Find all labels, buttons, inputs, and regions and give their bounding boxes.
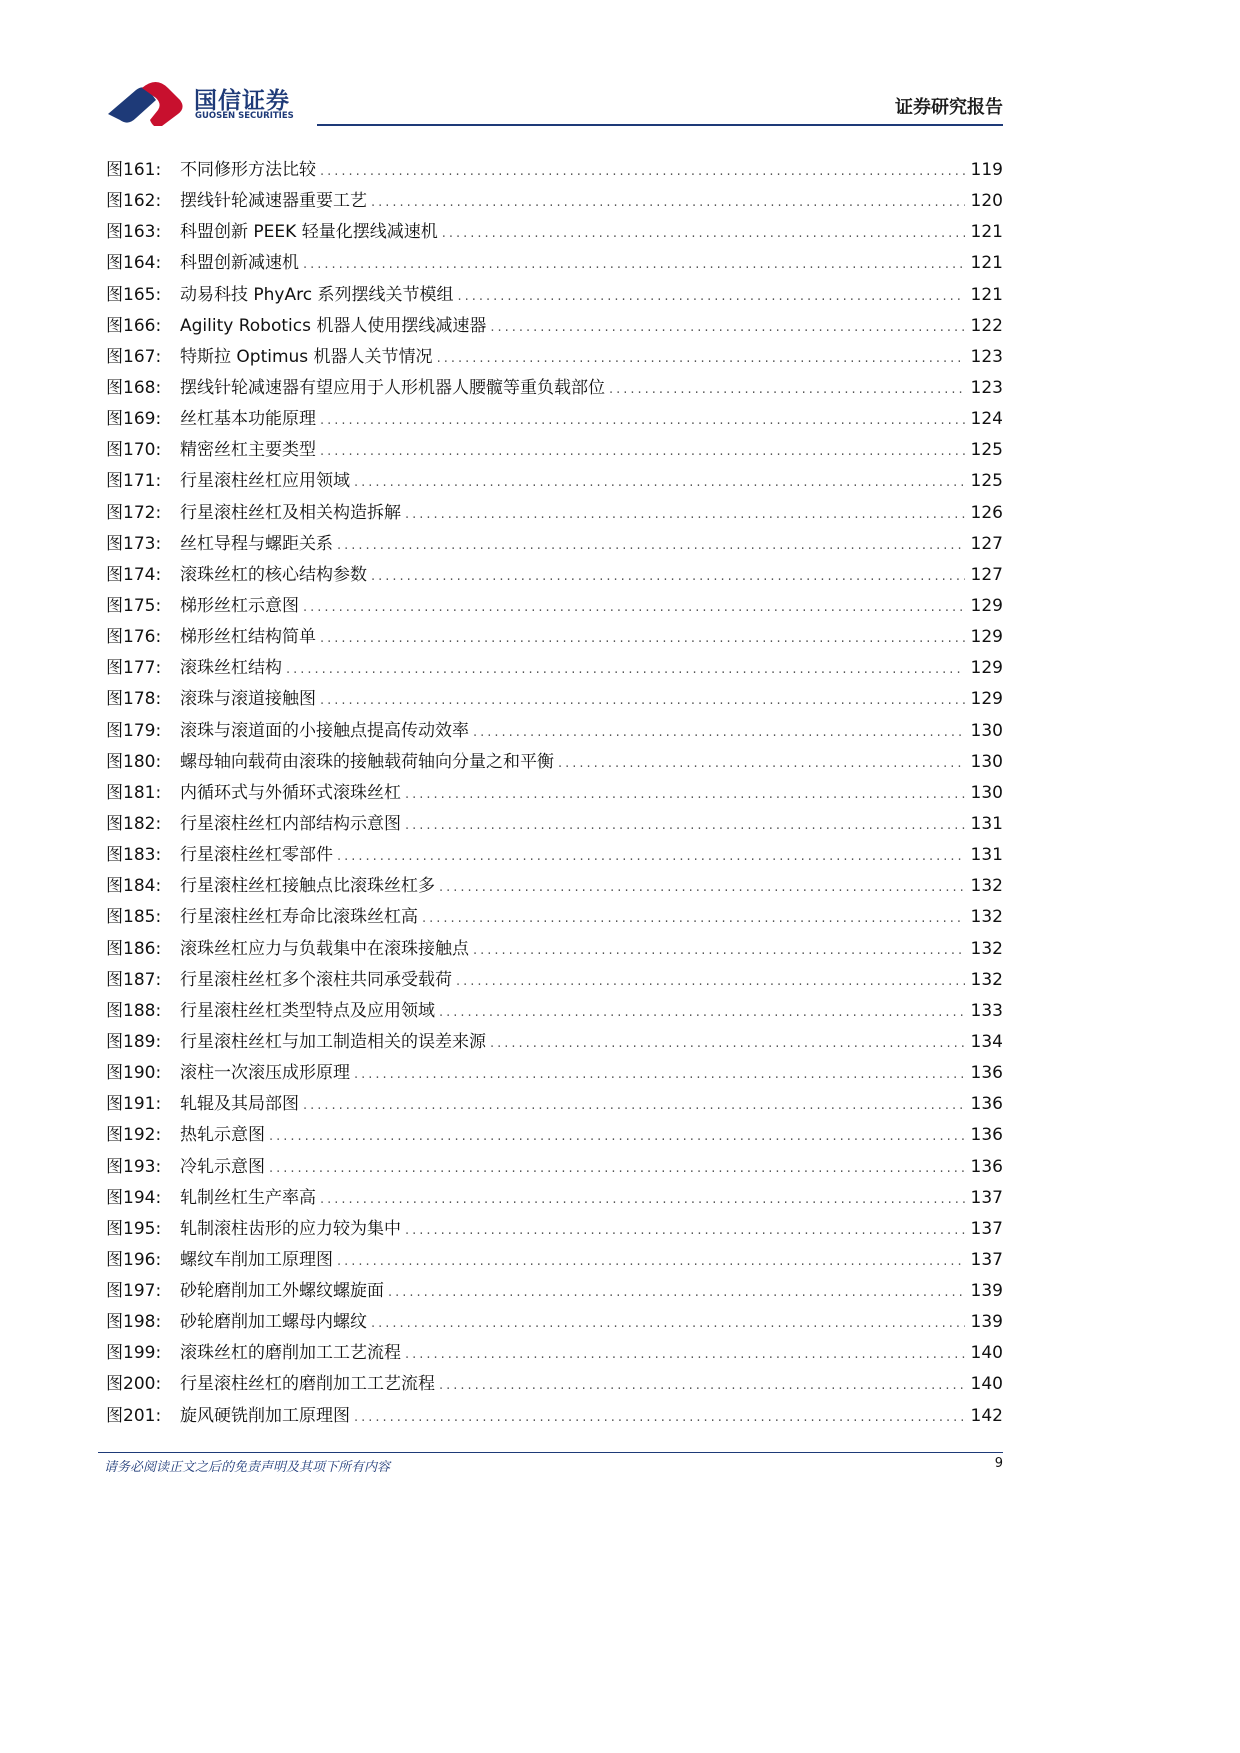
toc-figure-title: 行星滚柱丝杠多个滚柱共同承受载荷 — [180, 969, 452, 990]
toc-entry[interactable] — [106, 498, 1003, 529]
toc-entry[interactable] — [106, 622, 1003, 653]
toc-entry[interactable] — [106, 186, 1003, 217]
toc-figure-number: 图182: — [106, 813, 162, 834]
toc-entry[interactable] — [106, 311, 1003, 342]
toc-dot-leader — [303, 257, 965, 272]
toc-dot-leader — [320, 1192, 965, 1207]
toc-figure-title: 精密丝杠主要类型 — [180, 440, 316, 461]
toc-entry[interactable] — [106, 591, 1003, 622]
toc-page-number: 139 — [970, 1281, 1003, 1302]
toc-dot-leader — [320, 413, 965, 428]
toc-figure-number: 图178: — [106, 689, 162, 710]
toc-entry[interactable] — [106, 155, 1003, 186]
header-divider — [317, 124, 1003, 126]
toc-entry[interactable] — [106, 1401, 1003, 1432]
toc-entry[interactable] — [106, 1183, 1003, 1214]
figure-table-of-contents — [106, 155, 1003, 1432]
toc-dot-leader — [337, 1254, 965, 1269]
toc-entry[interactable] — [106, 840, 1003, 871]
toc-figure-number: 图190: — [106, 1063, 162, 1084]
toc-figure-number: 图194: — [106, 1187, 162, 1208]
toc-entry[interactable] — [106, 1245, 1003, 1276]
toc-figure-title: 冷轧示意图 — [180, 1156, 265, 1177]
toc-dot-leader — [439, 1005, 965, 1020]
toc-page-number: 121 — [970, 253, 1003, 274]
toc-page-number: 130 — [970, 751, 1003, 772]
toc-figure-number: 图177: — [106, 658, 162, 679]
toc-figure-number: 图161: — [106, 160, 162, 180]
toc-figure-number: 图166: — [106, 315, 162, 336]
toc-page-number: 133 — [970, 1000, 1003, 1021]
page-number: 9 — [994, 1456, 1003, 1471]
toc-dot-leader — [490, 1036, 965, 1051]
toc-figure-number: 图189: — [106, 1031, 162, 1052]
toc-entry[interactable] — [106, 560, 1003, 591]
toc-entry[interactable] — [106, 965, 1003, 996]
toc-page-number: 137 — [970, 1249, 1003, 1270]
toc-figure-number: 图201: — [106, 1405, 162, 1426]
toc-figure-number: 图180: — [106, 751, 162, 772]
toc-figure-number: 图170: — [106, 440, 162, 461]
toc-dot-leader — [439, 1378, 965, 1393]
toc-dot-leader — [490, 320, 964, 335]
toc-dot-leader — [320, 444, 965, 459]
toc-entry[interactable] — [106, 1089, 1003, 1120]
toc-page-number: 139 — [970, 1312, 1003, 1333]
toc-entry[interactable] — [106, 1276, 1003, 1307]
toc-figure-number: 图185: — [106, 907, 162, 928]
toc-figure-number: 图167: — [106, 346, 162, 367]
toc-entry[interactable] — [106, 1307, 1003, 1338]
toc-figure-number: 图191: — [106, 1094, 162, 1115]
toc-figure-title: 不同修形方法比较 — [180, 160, 316, 180]
toc-dot-leader — [354, 1410, 965, 1425]
toc-dot-leader — [320, 693, 965, 708]
toc-page-number: 137 — [970, 1187, 1003, 1208]
toc-figure-title: 滚珠丝杠结构 — [180, 658, 282, 679]
toc-figure-title: 轧制滚柱齿形的应力较为集中 — [180, 1218, 401, 1239]
toc-dot-leader — [320, 164, 965, 179]
toc-figure-title: 滚珠丝杠应力与负载集中在滚珠接触点 — [180, 938, 469, 959]
toc-entry[interactable] — [106, 684, 1003, 715]
toc-figure-number: 图163: — [106, 222, 162, 243]
toc-page-number: 136 — [970, 1094, 1003, 1115]
toc-figure-title: 行星滚柱丝杠及相关构造拆解 — [180, 502, 401, 523]
toc-figure-title: 行星滚柱丝杠与加工制造相关的误差来源 — [180, 1031, 486, 1052]
toc-dot-leader — [405, 1223, 965, 1238]
toc-figure-title: Agility Robotics 机器人使用摆线减速器 — [180, 315, 487, 336]
toc-figure-title: 特斯拉 Optimus 机器人关节情况 — [180, 346, 433, 367]
toc-figure-number: 图195: — [106, 1218, 162, 1239]
toc-dot-leader — [337, 538, 965, 553]
toc-dot-leader — [269, 1161, 965, 1176]
toc-figure-number: 图165: — [106, 284, 162, 305]
toc-dot-leader — [456, 974, 965, 989]
toc-page-number: 123 — [970, 377, 1003, 398]
toc-figure-title: 轧制丝杠生产率高 — [180, 1187, 316, 1208]
toc-figure-number: 图171: — [106, 471, 162, 492]
toc-figure-title: 砂轮磨削加工外螺纹螺旋面 — [180, 1281, 384, 1302]
toc-dot-leader — [473, 943, 965, 958]
toc-dot-leader — [303, 600, 965, 615]
toc-dot-leader — [473, 725, 965, 740]
toc-figure-number: 图188: — [106, 1000, 162, 1021]
toc-figure-title: 旋风硬铣削加工原理图 — [180, 1405, 350, 1426]
toc-figure-title: 螺纹车削加工原理图 — [180, 1249, 333, 1270]
toc-figure-number: 图162: — [106, 191, 162, 212]
toc-page-number: 132 — [970, 876, 1003, 897]
toc-entry[interactable] — [106, 1152, 1003, 1183]
toc-figure-title: 滚珠丝杠的磨削加工工艺流程 — [180, 1343, 401, 1364]
toc-entry[interactable] — [106, 902, 1003, 933]
toc-figure-title: 热轧示意图 — [180, 1125, 265, 1146]
toc-entry[interactable] — [106, 466, 1003, 497]
toc-figure-title: 砂轮磨削加工螺母内螺纹 — [180, 1312, 367, 1333]
toc-entry[interactable] — [106, 1338, 1003, 1369]
footer-divider — [98, 1452, 1003, 1453]
toc-entry[interactable] — [106, 217, 1003, 248]
toc-figure-title: 摆线针轮减速器重要工艺 — [180, 191, 367, 212]
toc-entry[interactable] — [106, 1027, 1003, 1058]
toc-figure-title: 梯形丝杠结构简单 — [180, 627, 316, 648]
toc-page-number: 130 — [970, 782, 1003, 803]
toc-figure-title: 行星滚柱丝杠零部件 — [180, 845, 333, 866]
toc-figure-number: 图187: — [106, 969, 162, 990]
toc-page-number: 129 — [970, 658, 1003, 679]
guosen-logo-icon — [106, 80, 186, 126]
toc-page-number: 127 — [970, 564, 1003, 585]
toc-figure-title: 行星滚柱丝杠的磨削加工工艺流程 — [180, 1374, 435, 1395]
toc-figure-title: 滚珠丝杠的核心结构参数 — [180, 564, 367, 585]
toc-figure-number: 图197: — [106, 1281, 162, 1302]
toc-figure-number: 图184: — [106, 876, 162, 897]
toc-figure-number: 图179: — [106, 720, 162, 741]
toc-page-number: 140 — [970, 1374, 1003, 1395]
toc-dot-leader — [371, 195, 965, 210]
toc-entry[interactable] — [106, 934, 1003, 965]
toc-figure-number: 图183: — [106, 845, 162, 866]
toc-figure-title: 科盟创新 PEEK 轻量化摆线减速机 — [180, 222, 438, 243]
toc-dot-leader — [405, 787, 965, 802]
logo-chinese-name: 国信证券 — [194, 88, 290, 114]
toc-entry[interactable] — [106, 809, 1003, 840]
toc-entry[interactable] — [106, 653, 1003, 684]
toc-figure-title: 行星滚柱丝杠内部结构示意图 — [180, 813, 401, 834]
toc-page-number: 136 — [970, 1156, 1003, 1177]
toc-page-number: 131 — [970, 845, 1003, 866]
toc-page-number: 142 — [970, 1405, 1003, 1426]
toc-entry[interactable] — [106, 996, 1003, 1027]
toc-figure-title: 梯形丝杠示意图 — [180, 595, 299, 616]
toc-figure-number: 图169: — [106, 409, 162, 430]
toc-dot-leader — [388, 1285, 965, 1300]
toc-figure-number: 图175: — [106, 595, 162, 616]
toc-page-number: 125 — [970, 440, 1003, 461]
toc-page-number: 132 — [970, 907, 1003, 928]
guosen-logo — [106, 80, 306, 126]
toc-page-number: 125 — [970, 471, 1003, 492]
toc-dot-leader — [437, 351, 965, 366]
toc-entry[interactable] — [106, 716, 1003, 747]
toc-entry[interactable] — [106, 1058, 1003, 1089]
toc-figure-number: 图173: — [106, 533, 162, 554]
toc-page-number: 140 — [970, 1343, 1003, 1364]
toc-entry[interactable] — [106, 1369, 1003, 1400]
toc-figure-number: 图181: — [106, 782, 162, 803]
toc-figure-title: 丝杠基本功能原理 — [180, 409, 316, 430]
toc-page-number: 119 — [970, 160, 1003, 180]
toc-figure-title: 科盟创新减速机 — [180, 253, 299, 274]
toc-figure-number: 图196: — [106, 1249, 162, 1270]
toc-page-number: 134 — [970, 1031, 1003, 1052]
toc-dot-leader — [405, 1347, 965, 1362]
toc-entry[interactable] — [106, 342, 1003, 373]
toc-page-number: 126 — [970, 502, 1003, 523]
toc-page-number: 136 — [970, 1125, 1003, 1146]
toc-figure-title: 丝杠导程与螺距关系 — [180, 533, 333, 554]
toc-figure-title: 摆线针轮减速器有望应用于人形机器人腰髋等重负载部位 — [180, 377, 605, 398]
toc-dot-leader — [442, 226, 965, 241]
toc-figure-title: 行星滚柱丝杠接触点比滚珠丝杠多 — [180, 876, 435, 897]
toc-dot-leader — [609, 382, 965, 397]
toc-dot-leader — [458, 289, 965, 304]
toc-page-number: 136 — [970, 1063, 1003, 1084]
toc-page-number: 121 — [970, 284, 1003, 305]
toc-page-number: 123 — [970, 346, 1003, 367]
toc-page-number: 129 — [970, 689, 1003, 710]
toc-entry[interactable] — [106, 1214, 1003, 1245]
toc-figure-number: 图164: — [106, 253, 162, 274]
toc-page-number: 124 — [970, 409, 1003, 430]
toc-dot-leader — [422, 911, 965, 926]
toc-entry[interactable] — [106, 778, 1003, 809]
toc-figure-number: 图176: — [106, 627, 162, 648]
toc-page-number: 131 — [970, 813, 1003, 834]
toc-page-number: 129 — [970, 595, 1003, 616]
report-type-label: 证券研究报告 — [895, 97, 1003, 118]
toc-figure-title: 滚珠与滚道接触图 — [180, 689, 316, 710]
toc-dot-leader — [405, 507, 965, 522]
toc-entry[interactable] — [106, 280, 1003, 311]
toc-dot-leader — [405, 818, 965, 833]
toc-page-number: 132 — [970, 938, 1003, 959]
toc-dot-leader — [558, 756, 965, 771]
footer-disclaimer: 请务必阅读正文之后的免责声明及其项下所有内容 — [104, 1460, 391, 1475]
toc-dot-leader — [286, 662, 965, 677]
toc-figure-title: 滚柱一次滚压成形原理 — [180, 1063, 350, 1084]
toc-figure-number: 图198: — [106, 1312, 162, 1333]
toc-page-number: 121 — [970, 222, 1003, 243]
toc-page-number: 122 — [970, 315, 1003, 336]
toc-dot-leader — [371, 1316, 965, 1331]
toc-page-number: 130 — [970, 720, 1003, 741]
toc-entry[interactable] — [106, 248, 1003, 279]
toc-figure-title: 轧辊及其局部图 — [180, 1094, 299, 1115]
toc-dot-leader — [354, 475, 965, 490]
toc-figure-title: 行星滚柱丝杠寿命比滚珠丝杠高 — [180, 907, 418, 928]
toc-entry[interactable] — [106, 747, 1003, 778]
toc-dot-leader — [269, 1129, 965, 1144]
toc-figure-number: 图193: — [106, 1156, 162, 1177]
toc-entry[interactable] — [106, 373, 1003, 404]
toc-figure-number: 图186: — [106, 938, 162, 959]
toc-entry[interactable] — [106, 435, 1003, 466]
toc-page-number: 137 — [970, 1218, 1003, 1239]
toc-page-number: 120 — [970, 191, 1003, 212]
toc-figure-number: 图168: — [106, 377, 162, 398]
toc-entry[interactable] — [106, 1120, 1003, 1151]
toc-dot-leader — [320, 631, 965, 646]
toc-figure-title: 动易科技 PhyArc 系列摆线关节模组 — [180, 284, 454, 305]
toc-dot-leader — [337, 849, 965, 864]
toc-dot-leader — [371, 569, 965, 584]
toc-dot-leader — [303, 1098, 965, 1113]
toc-page-number: 132 — [970, 969, 1003, 990]
logo-english-name: GUOSEN SECURITIES — [195, 111, 294, 121]
toc-page-number: 129 — [970, 627, 1003, 648]
toc-figure-title: 内循环式与外循环式滚珠丝杠 — [180, 782, 401, 803]
toc-entry[interactable] — [106, 529, 1003, 560]
toc-figure-title: 行星滚柱丝杠应用领域 — [180, 471, 350, 492]
toc-page-number: 127 — [970, 533, 1003, 554]
toc-figure-number: 图200: — [106, 1374, 162, 1395]
toc-entry[interactable] — [106, 871, 1003, 902]
toc-figure-title: 螺母轴向载荷由滚珠的接触载荷轴向分量之和平衡 — [180, 751, 554, 772]
toc-dot-leader — [439, 880, 965, 895]
toc-figure-number: 图192: — [106, 1125, 162, 1146]
toc-figure-number: 图199: — [106, 1343, 162, 1364]
toc-figure-title: 行星滚柱丝杠类型特点及应用领域 — [180, 1000, 435, 1021]
toc-entry[interactable] — [106, 404, 1003, 435]
toc-figure-title: 滚珠与滚道面的小接触点提高传动效率 — [180, 720, 469, 741]
toc-figure-number: 图174: — [106, 564, 162, 585]
toc-dot-leader — [354, 1067, 965, 1082]
toc-figure-number: 图172: — [106, 502, 162, 523]
